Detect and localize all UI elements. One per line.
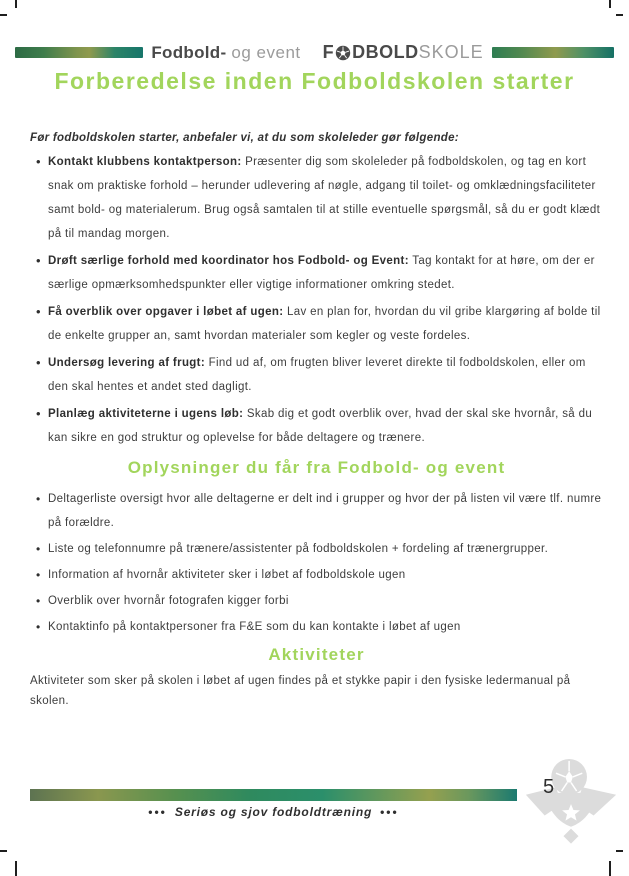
list-item-lead: Kontakt klubbens kontaktperson: bbox=[48, 156, 242, 168]
brand-fodbold-og-event bbox=[151, 43, 300, 63]
list-item-text: Skab dig et godt overblik over, hvad der skal ske hvornår, så du kan sikre en god struktur og oplevelse for både deltagere og trænere. bbox=[48, 408, 593, 444]
page-number: 5 bbox=[543, 776, 555, 798]
crop-mark bbox=[15, 861, 17, 876]
crop-mark bbox=[609, 861, 611, 876]
intro-line: Før fodboldskolen starter, anbefaler vi, at du som skoleleder gør følgende: bbox=[30, 132, 459, 144]
crest-watermark-logo bbox=[524, 757, 618, 857]
footer-gradient-bar bbox=[30, 789, 517, 801]
brand-og-event-label: og event bbox=[231, 42, 301, 62]
preparation-checklist bbox=[30, 150, 603, 450]
list-item: • Kontaktinfo på kontaktpersoner fra F&E som du kan kontakte i løbet af ugen bbox=[30, 615, 603, 639]
brand-header bbox=[0, 42, 629, 63]
list-item: • Overblik over hvornår fotografen kigger forbi bbox=[30, 589, 603, 613]
brand-f-label: F bbox=[322, 42, 335, 62]
list-item-lead: Planlæg aktiviteterne i ugens løb: bbox=[48, 408, 244, 420]
list-item bbox=[30, 402, 603, 450]
crop-mark bbox=[15, 0, 17, 8]
list-item-lead: Undersøg levering af frugt: bbox=[48, 357, 206, 369]
list-item-text: Find ud af, om frugten bliver leveret direkte til fodboldskolen, eller om den skal hentes et andet sted dagligt. bbox=[48, 357, 586, 393]
slogan-text: Seriøs og sjov fodboldtræning bbox=[174, 805, 373, 819]
list-item bbox=[30, 249, 603, 297]
list-item: • Liste og telefonnumre på trænere/assistenter på fodboldskolen + fordeling af trænergrupper. bbox=[30, 537, 603, 561]
slogan-dots-right: ••• bbox=[380, 805, 399, 819]
info-list bbox=[30, 487, 603, 639]
section-title-aktiviteter: Aktiviteter bbox=[268, 645, 365, 664]
activities-paragraph: Aktiviteter som sker på skolen i løbet af ugen findes på et stykke papir i den fysiske ledermanual på skolen. bbox=[30, 675, 571, 707]
page-title: Forberedelse inden Fodboldskolen starter bbox=[54, 68, 575, 94]
list-item-lead: Drøft særlige forhold med koordinator hos Fodbold- og Event: bbox=[48, 255, 409, 267]
crop-mark bbox=[0, 14, 7, 16]
section-title-oplysninger: Oplysninger du får fra Fodbold- og event bbox=[127, 458, 506, 477]
brand-dbold-label: DBOLD bbox=[352, 42, 419, 62]
list-item-text: Lav en plan for, hvordan du vil gribe klargøring af bolde til de enkelte grupper an, samt hvordan materialer som kegler og veste fordeles. bbox=[48, 306, 601, 342]
list-item-text: Præsenter dig som skoleleder på fodboldskolen, og tag en kort snak om praktiske forhold – herunder udlevering af nøgle, adgang til toilet- og omklædningsfaciliteter samt bold- og materialerum. Brug også samtalen til at stille eventuelle spørgsmål, så du er godt klædt på til mandag morgen. bbox=[48, 156, 601, 240]
header-gradient-bar-left bbox=[15, 47, 143, 58]
list-item: • Deltagerliste oversigt hvor alle deltagerne er delt ind i grupper og hvor der på listen vil være tlf. numre på forældre. bbox=[30, 487, 603, 535]
brand-skole-label: SKOLE bbox=[418, 42, 484, 62]
list-item-text: Tag kontakt for at høre, om der er særlige opmærksomhedspunkter eller vigtige informationer omkring stedet. bbox=[48, 255, 595, 291]
page-body bbox=[30, 126, 603, 711]
list-item: • Information af hvornår aktiviteter sker i løbet af fodboldskole ugen bbox=[30, 563, 603, 587]
crop-mark bbox=[609, 0, 611, 8]
list-item bbox=[30, 300, 603, 348]
brand-fodbold-label: Fodbold- bbox=[151, 42, 227, 62]
footer-slogan bbox=[30, 805, 517, 819]
list-item bbox=[30, 351, 603, 399]
list-item bbox=[30, 150, 603, 246]
crop-mark bbox=[0, 850, 7, 852]
brand-fodboldskole bbox=[323, 42, 484, 63]
header-gradient-bar-right bbox=[492, 47, 614, 58]
crop-mark bbox=[616, 14, 623, 16]
slogan-dots-left: ••• bbox=[148, 805, 167, 819]
soccer-ball-icon bbox=[335, 45, 351, 61]
list-item-lead: Få overblik over opgaver i løbet af ugen: bbox=[48, 306, 284, 318]
